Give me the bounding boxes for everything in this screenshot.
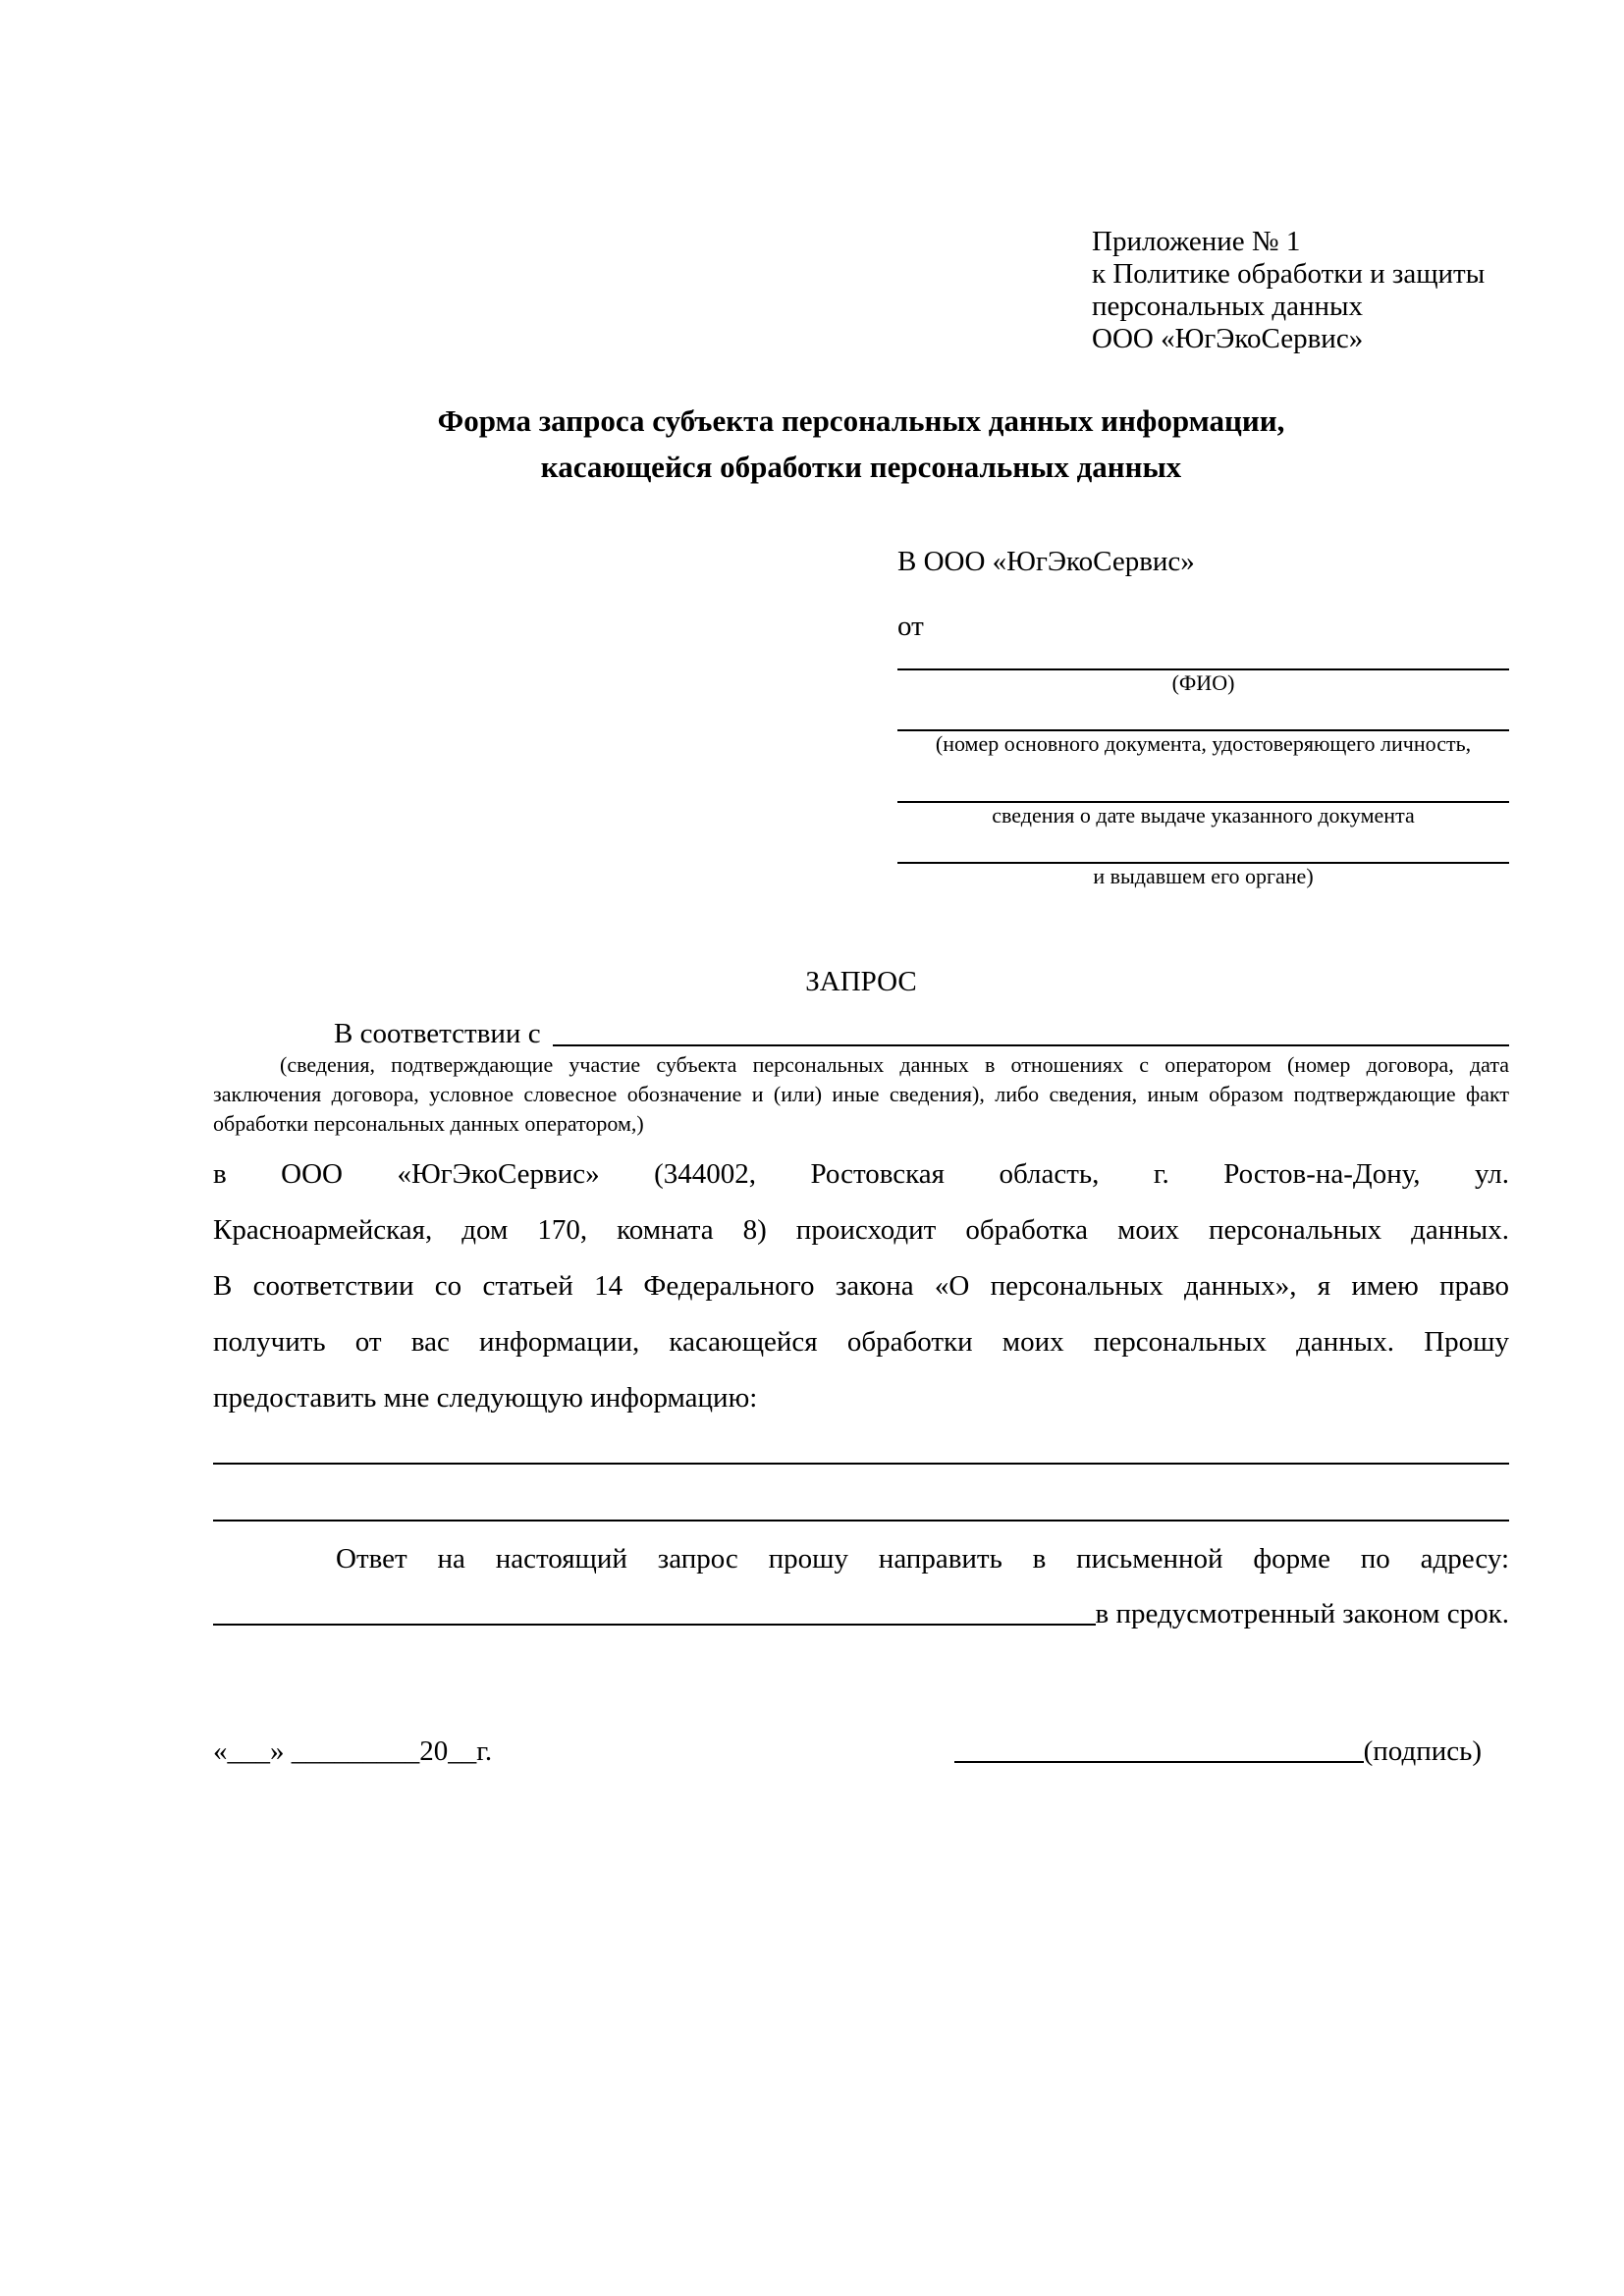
issuing-authority-caption: и выдавшем его органе) xyxy=(1093,864,1314,888)
body-paragraph xyxy=(213,1147,1509,1426)
accordance-note xyxy=(213,1050,1509,1139)
body-paragraph-line: в ООО «ЮгЭкоСервис» (344002, Ростовская область, г. Ростов-на-Дону, ул. xyxy=(213,1158,1509,1190)
document-title-line: Форма запроса субъекта персональных данных информации, xyxy=(437,403,1285,438)
appendix-line: к Политике обработки и защиты xyxy=(1092,258,1486,290)
requested-info-blank-line-1[interactable] xyxy=(213,1426,1509,1465)
document-title-line: касающейся обработки персональных данных xyxy=(540,450,1182,484)
appendix-line: ООО «ЮгЭкоСервис» xyxy=(1092,323,1364,354)
appendix-line: Приложение № 1 xyxy=(1092,226,1301,257)
issue-date-blank-line[interactable] xyxy=(897,757,1509,803)
fio-caption: (ФИО) xyxy=(1171,670,1235,695)
issuing-authority-blank-line[interactable] xyxy=(897,828,1509,864)
body-paragraph-line: получить от вас информации, касающейся обработки моих персональных данных. Прошу xyxy=(213,1326,1509,1358)
signature-caption: (подпись) xyxy=(1363,1735,1482,1767)
body-paragraph-line: предоставить мне следующую информацию: xyxy=(213,1382,758,1414)
answer-address-row xyxy=(213,1587,1509,1630)
addressee-block xyxy=(897,546,1509,889)
request-heading: ЗАПРОС xyxy=(805,966,917,997)
accordance-blank-line[interactable] xyxy=(553,1018,1509,1046)
answer-paragraph: Ответ на настоящий запрос прошу направить в письменной форме по адресу: xyxy=(336,1543,1509,1575)
document-title xyxy=(213,398,1509,490)
answer-tail-text: в предусмотренный законом срок. xyxy=(1095,1598,1509,1629)
fio-blank-line[interactable] xyxy=(897,643,1509,670)
signature-group xyxy=(954,1732,1482,1771)
date-blank-text[interactable]: «___» _________20__г. xyxy=(213,1735,493,1767)
signature-blank-line[interactable] xyxy=(954,1761,1364,1763)
accordance-lead: В соответствии с xyxy=(334,1018,541,1049)
accordance-note-line: (сведения, подтверждающие участие субъекта персональных данных в отношениях с оператором (номер договора, дата xyxy=(280,1052,1509,1077)
appendix-line: персональных данных xyxy=(1092,291,1364,322)
accordance-row xyxy=(213,1018,1509,1050)
id-document-number-caption: (номер основного документа, удостоверяющего личность, xyxy=(935,731,1472,756)
accordance-note-line: заключения договора, условное словесное обозначение и (или) иные сведения), либо сведения, иным образом подтверждающие факт xyxy=(213,1082,1509,1106)
id-document-number-blank-line[interactable] xyxy=(897,696,1509,731)
date-signature-row xyxy=(213,1732,1509,1771)
appendix-reference xyxy=(1092,226,1509,355)
addressee-organization: В ООО «ЮгЭкоСервис» xyxy=(897,546,1195,577)
accordance-note-line: обработки персональных данных оператором,) xyxy=(213,1111,644,1136)
body-paragraph-line: В соответствии со статьей 14 Федерального закона «О персональных данных», я имею право xyxy=(213,1270,1509,1302)
body-paragraph-line: Красноармейская, дом 170, комната 8) происходит обработка моих персональных данных. xyxy=(213,1214,1509,1246)
requested-info-blank-line-2[interactable] xyxy=(213,1465,1509,1522)
issue-date-caption: сведения о дате выдаче указанного документа xyxy=(992,803,1415,828)
answer-address-blank-line[interactable] xyxy=(213,1624,1096,1626)
addressee-from-label: от xyxy=(897,611,924,642)
